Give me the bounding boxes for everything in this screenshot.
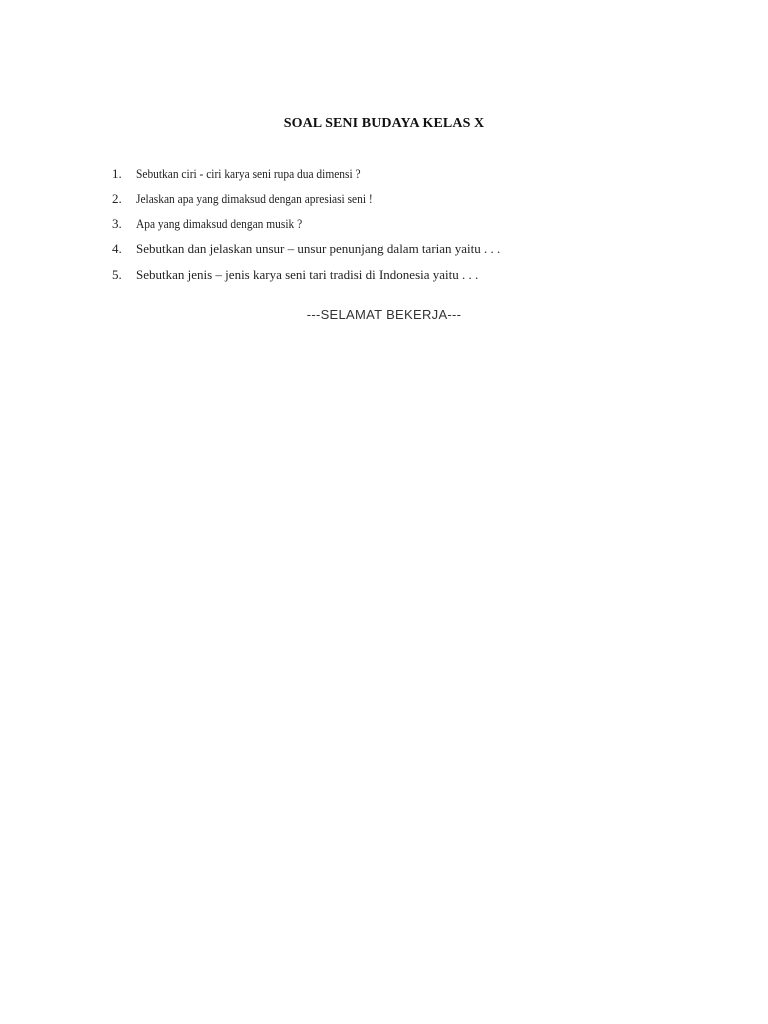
document-title: SOAL SENI BUDAYA KELAS X bbox=[283, 116, 485, 131]
question-text: Jelaskan apa yang dimaksud dengan apresiasi seni ! bbox=[136, 191, 373, 206]
question-number: 5. bbox=[112, 267, 122, 282]
question-item-1 bbox=[112, 163, 672, 188]
question-item-2 bbox=[112, 188, 672, 213]
question-list bbox=[112, 163, 672, 290]
question-number: 3. bbox=[112, 216, 122, 231]
question-text: Sebutkan jenis – jenis karya seni tari tradisi di Indonesia yaitu . . . bbox=[136, 267, 479, 282]
question-text: Sebutkan dan jelaskan unsur – unsur penunjang dalam tarian yaitu . . . bbox=[136, 241, 501, 256]
question-text: Sebutkan ciri - ciri karya seni rupa dua dimensi ? bbox=[136, 166, 361, 181]
question-item-5 bbox=[112, 264, 672, 290]
question-text: Apa yang dimaksud dengan musik ? bbox=[136, 216, 303, 231]
question-number: 1. bbox=[112, 166, 122, 181]
question-item-3 bbox=[112, 213, 672, 238]
question-number: 4. bbox=[112, 241, 122, 256]
question-number: 2. bbox=[112, 191, 122, 206]
question-item-4 bbox=[112, 238, 672, 264]
closing-message: ---SELAMAT BEKERJA--- bbox=[306, 307, 462, 322]
